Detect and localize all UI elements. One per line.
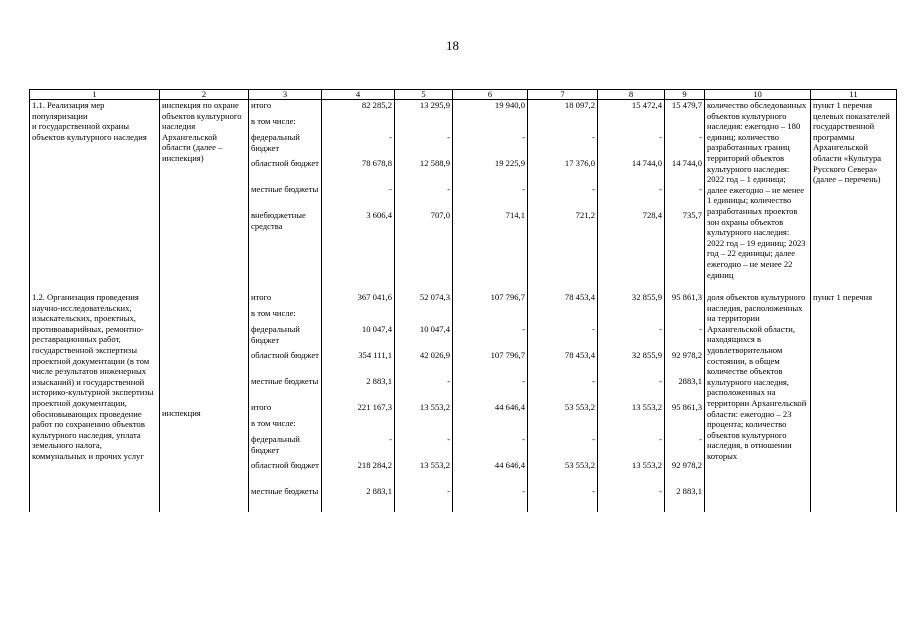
column-header: 10 bbox=[705, 90, 811, 100]
column-header: 11 bbox=[811, 90, 897, 100]
column-header: 4 bbox=[322, 90, 395, 100]
executor-label: инспекция bbox=[162, 408, 201, 419]
value-cell-2023: 78 453,4 - 78 453,4 - 53 553,2 - 53 553,2 - bbox=[528, 292, 598, 512]
column-header: 7 bbox=[528, 90, 598, 100]
funding-source-cell: итого в том числе: федеральный бюджет областной бюджет местные бюджеты итого в том числе: федеральный бюджет областной бюджет местные бюджеты bbox=[249, 292, 322, 512]
column-header: 3 bbox=[249, 90, 322, 100]
column-number-row bbox=[30, 90, 897, 100]
funding-source-cell: итого в том числе: федеральный бюджет областной бюджет местные бюджеты внебюджетные средства bbox=[249, 100, 322, 281]
value-cell-2024: 32 855,9 - 32 855,9 - 13 553,2 - 13 553,2 - bbox=[598, 292, 665, 512]
executor-cell: инспекция по охране объектов культурного наследия Архангельской области (далее – инспекция) bbox=[160, 100, 249, 281]
table-row bbox=[30, 292, 897, 512]
column-header: 9 bbox=[665, 90, 705, 100]
value-cell-2022: 107 796,7 - 107 796,7 - 44 646,4 - 44 646,4 - bbox=[453, 292, 528, 512]
value-cell-2024: 15 472,4 - 14 744,0 - 728,4 bbox=[598, 100, 665, 281]
table-row bbox=[30, 100, 897, 281]
executor-cell bbox=[160, 292, 249, 512]
program-table bbox=[29, 89, 897, 512]
column-header: 5 bbox=[395, 90, 453, 100]
value-cell-2021: 13 295,9 - 12 588,9 - 707,0 bbox=[395, 100, 453, 281]
column-header: 1 bbox=[30, 90, 160, 100]
indicators-cell: количество обследованных объектов культурного наследия: ежегодно – 180 единиц; количество разработанных границ территорий объектов культурного наследия: 2022 год – 1 единица; далее ежегодно – не менее 1 единицы; количество разработанных проектов зон охраны объектов культурного наследия: 2022 год – 19 единиц; 2023 год – 22 единицы; далее ежегодно – не менее 22 единиц bbox=[705, 100, 811, 281]
value-cell-total: 82 285,2 - 78 678,8 - 3 606,4 bbox=[322, 100, 395, 281]
value-cell-2025: 95 861,3 - 92 978,2 2883,1 95 861,3 - 92 978,2 2 883,1 bbox=[665, 292, 705, 512]
value-cell-2022: 19 940,0 - 19 225,9 - 714,1 bbox=[453, 100, 528, 281]
column-header: 2 bbox=[160, 90, 249, 100]
row-spacer bbox=[30, 280, 897, 292]
column-header: 8 bbox=[598, 90, 665, 100]
value-cell-2021: 52 074,3 10 047,4 42 026,9 - 13 553,2 - 13 553,2 - bbox=[395, 292, 453, 512]
page-number: 18 bbox=[446, 38, 459, 53]
value-cell-2025: 15 479,7 - 14 744,0 - 735,7 bbox=[665, 100, 705, 281]
activity-cell: 1.2. Организация проведения научно-исследовательских, изыскательских, проектных, противоаварийных, ремонтно-реставрационных работ, государственной экспертизы проектной документации (в том числе результатов инженерных изысканий) и государственной историко-культурной экспертизы проектной документации, обосновывающих проведение работ по сохранению объектов культурного наследия, уплата земельного налога, коммунальных и прочих услуг bbox=[30, 292, 160, 512]
indicators-cell: доля объектов культурного наследия, расположенных на территории Архангельской области, находящихся в удовлетворительном состоянии, в общем количестве объектов культурного наследия, расположенных на территории Архангельской области: ежегодно – 23 процента; количество объектов культурного наследия, в отношении которых bbox=[705, 292, 811, 512]
column-header: 6 bbox=[453, 90, 528, 100]
reference-cell: пункт 1 перечня bbox=[811, 292, 897, 512]
value-cell-total: 367 041,6 10 047,4 354 111,1 2 883,1 221 167,3 - 218 284,2 2 883,1 bbox=[322, 292, 395, 512]
reference-cell: пункт 1 перечня целевых показателей государственной программы Архангельской области «Культура Русского Севера» (далее – перечень) bbox=[811, 100, 897, 281]
activity-cell: 1.1. Реализация мер популяризации и государственной охраны объектов культурного наследия bbox=[30, 100, 160, 281]
value-cell-2023: 18 097,2 - 17 376,0 - 721,2 bbox=[528, 100, 598, 281]
